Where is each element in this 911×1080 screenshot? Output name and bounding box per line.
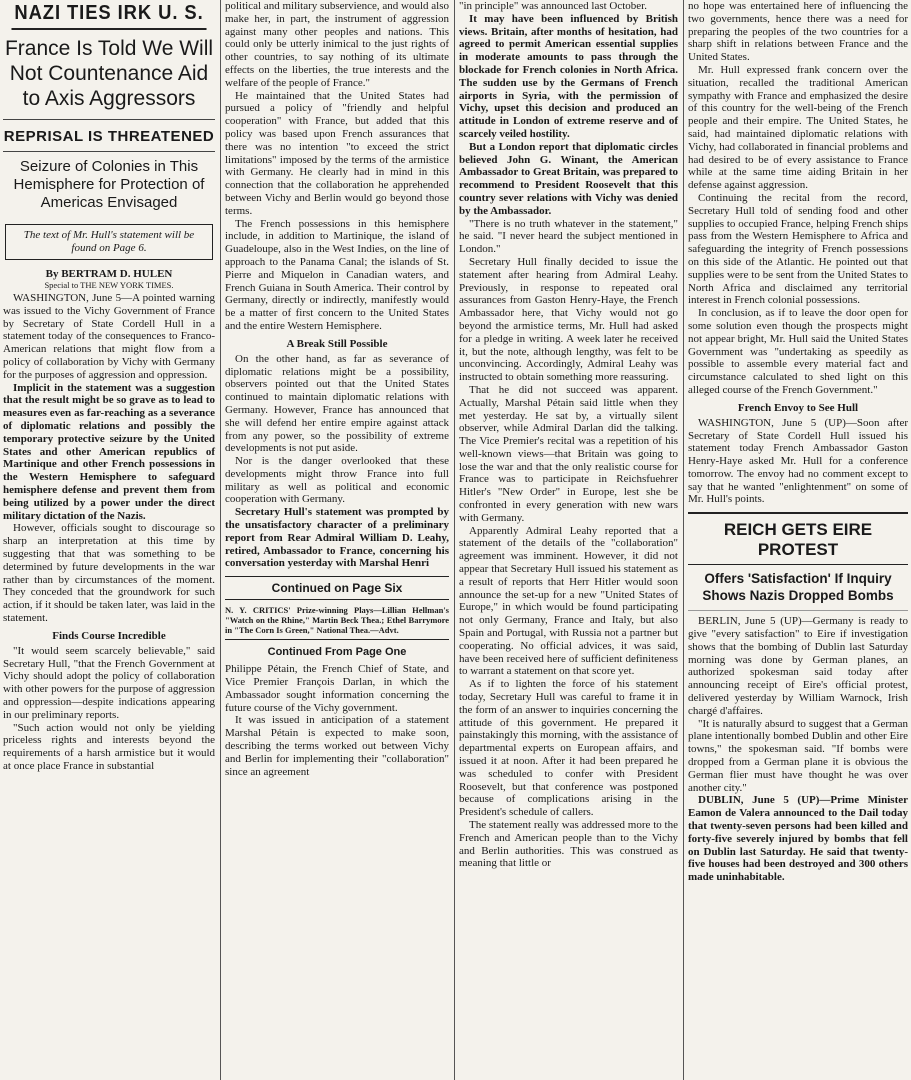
subhead: French Envoy to See Hull — [737, 401, 859, 414]
paragraph: "There is no truth whatever in the statement," he said. "I never heard the subject mentioned in London." — [459, 217, 678, 256]
subhead: A Break Still Possible — [286, 337, 388, 350]
secondary-headline: REICH GETS EIRE PROTEST — [688, 512, 908, 565]
paragraph: WASHINGTON, June 5 (UP)—Soon after Secretary of State Cordell Hull issued his statement today French Ambassador Gaston Henry-Haye asked Mr. Hull for a conference tomorrow. The envoy had no comment except to say that he wanted "enlightenment" on some of Mr. Hull's points. — [688, 416, 908, 506]
column-1 — [0, 0, 218, 1080]
paragraph: "It would seem scarcely believable," said Secretary Hull, "that the French Government at Vichy should adopt the policy of collaboration with other powers for the purpose of aggression and oppression—despite indications appearing in our preliminary reports. — [3, 644, 215, 721]
column-rule — [683, 0, 684, 1080]
paragraph: BERLIN, June 5 (UP)—Germany is ready to give "every satisfaction" to Eire if investigation shows that the bombing of Dublin last Saturday morning was done by German planes, an authorized spokesman said today after announcing receipt of Eire's official protest, delivered yesterday by William Warnock, Irish chargé d'affaires. — [688, 615, 908, 717]
paragraph: Implicit in the statement was a suggestion that the result might be so grave as to lead to measures even as far-reaching as a severance of diplomatic relations and possibly the temporary protective seizure by the United States and other American republics of Martinique and other French possessions in the Western Hemisphere to safeguard hemisphere defense and prevent them from being utilized by a power under the direct military dictation of the Nazis. — [3, 381, 215, 522]
main-headline: NAZI TIES IRK U. S. — [11, 0, 206, 30]
paragraph: It may have been influenced by British views. Britain, after months of hesitation, had agreed to permit American essential supplies in moderate amounts to pass through the blockade for French colonies in North Africa. The sudden use by the Germans of French airports in Syria, with the permission of Vichy, upset this decision and produced an attitude in London of extreme reserve and of scarcely veiled hostility. — [459, 12, 678, 140]
paragraph: On the other hand, as far as severance of diplomatic relations might be a possibility, observers pointed out that the United States continued to maintain diplomatic relations with Germany. However, France has announced that she will defend her entire empire against attack from any power, so the possibility of extreme developments is not put aside. — [225, 352, 449, 455]
paragraph: He maintained that the United States had pursued a policy of "friendly and helpful cooperation" with France, but added that this policy was based upon French assurances that there was no intention "to exceed the strict limitations" imposed by the terms of the armistice with Germany. He clearly had in mind in this connection that the collaboration he apprehended between Vichy and Berlin would go beyond those terms. — [225, 89, 449, 217]
subhead: Finds Course Incredible — [52, 629, 166, 642]
paragraph: political and military subservience, and would also make her, in part, the instrument of aggression against many other peoples and nations. This could only be utterly inimical to the just rights of other countries, to say nothing of its ultimate effects on the liberties, the true interests and the welfare of the people of France." — [225, 0, 449, 89]
paragraph: The French possessions in this hemisphere include, in addition to Martinique, the island of Guadeloupe, also in the West Indies, on the line of approach to the Panama Canal; the islands of St. Pierre and Miquelon in Canadian waters, and French Guiana in South America. Their control by Germany, directly or indirectly, manifestly would be a matter of first concern to the United States and the entire Western Hemisphere. — [225, 217, 449, 332]
deck-headline-3: Seizure of Colonies in This Hemisphere for Protection of Americas Envisaged — [3, 151, 215, 220]
paragraph: In conclusion, as if to leave the door open for some solution even though the prospects might not appear bright, Mr. Hull said the United States Government was "undertaking as speedily as possible to assemble every material fact and circumstance calculated to shed light on this alleged course of the French Government." — [688, 307, 908, 396]
special-credit: Special to THE NEW YORK TIMES. — [44, 280, 174, 290]
continued-on-label: Continued on Page Six — [225, 576, 449, 600]
paragraph: Secretary Hull finally decided to issue the statement after hearing from Admiral Leahy. Previously, in response to repeated oral assurances from Gaston Henry-Haye, the French Ambassador here, that Vichy would not go beyond the armistice terms, Mr. Hull had asked for a pledge in writing. A week later he received it, but the note, although lengthy, was felt to be unconvincing. Accordingly, Admiral Leahy was instructed to obtain something more reassuring. — [459, 255, 678, 384]
continued-from-label: Continued From Page One — [267, 646, 407, 659]
paragraph: That he did not succeed was apparent. Actually, Marshal Pétain said little when they met yesterday. He sat by, a virtually silent observer, while Admiral Darlan did the talking. The Vice Premier's recital was a repetition of his well-known views—that Britain was going to lose the war and that the only realistic course for France was to participate in Reichsfuehrer Hitler's "New Order" in Europe, lest she be confronted in every generation with new wars with Germany. — [459, 383, 678, 524]
column-rule — [220, 0, 221, 1080]
deck-headline-2: REPRISAL IS THREATENED — [3, 119, 215, 151]
paragraph: But a London report that diplomatic circles believed John G. Winant, the American Ambassador to Great Britain, was prepared to recommend to President Roosevelt that this country sever relations with Vichy was denied by the Ambassador. — [459, 140, 678, 217]
paragraph: WASHINGTON, June 5—A pointed warning was issued to the Vichy Government of France by Secretary of State Cordell Hull in a statement today of the consequences to Franco-American relations that might flow from a policy of collaboration by Vichy with Germany for the purposes of aggression and oppression. — [3, 292, 215, 381]
paragraph: Nor is the danger overlooked that these developments might throw France into full military as well as political and economic cooperation with Germany. — [225, 455, 449, 506]
deck-headline-1: France Is Told We Will Not Countenance Aid to Axis Aggressors — [4, 37, 214, 110]
paragraph: Apparently Admiral Leahy reported that a statement of the details of the "collaboration" agreement was imminent. However, it did not appear that Secretary Hull issued his statement as a result of reports that Herr Hitler would soon announce the set-up for a new "United States of Europe," in which would be found participating not only Germany, France and Italy, but also Spain and Portugal, with Russia not a partner but cooperating. No official advices, it was said, have been received here of sufficient definiteness to warrant a statement on that score yet. — [459, 524, 678, 678]
paragraph: Secretary Hull's statement was prompted by the unsatisfactory character of a preliminary report from Rear Admiral William D. Leahy, retired, Ambassador to France, concerning his conversation yesterday with Marshal Henri — [225, 506, 449, 570]
paragraph: It was issued in anticipation of a statement Marshal Pétain is expected to make soon, describing the terms worked out between Vichy and Berlin for implementing their "collaboration" since an agreement — [225, 714, 449, 778]
byline: By BERTRAM D. HULEN — [45, 268, 173, 280]
column-2 — [222, 0, 452, 1080]
paragraph: Continuing the recital from the record, Secretary Hull told of sending food and other supplies to occupied France, helping French ships pass from the Western Hemisphere to Africa and safeguarding the integrity of French possessions on this side of the Atlantic. He pointed out that supplies were to be sent from the United States to North Africa and disclaimed any territorial interest in French colonial possessions. — [688, 191, 908, 307]
paragraph: The statement really was addressed more to the French and American people than to the Vichy and Berlin authorities. This was construed as meaning that little or — [459, 819, 678, 870]
column-4 — [685, 0, 911, 1080]
paragraph: As if to lighten the force of his statement today, Secretary Hull was careful to frame it in the form of an answer to inquiries concerning the attitude of this government. He prepared it painstakingly this morning, with the assistance of departmental experts on European affairs, and issued it at noon. After it had been prepared he was scheduled to confer with President Roosevelt, but that conference was postponed because of complications arising in the President's schedule of callers. — [459, 678, 678, 819]
secondary-deck: Offers 'Satisfaction' If Inquiry Shows Nazis Dropped Bombs — [688, 565, 908, 611]
paragraph: However, officials sought to discourage so sharp an interpretation at this time by suggesting that that was something to be determined by future developments in the war rather than by circumstances of the moment. They conceded that the groundwork for such action, if it should be taken later, was laid in the statement. — [3, 522, 215, 624]
paragraph: "Such action would not only be yielding priceless rights and interests beyond the requirements of a harsh armistice but it would at once place France in substantial — [3, 721, 215, 772]
paragraph: "It is naturally absurd to suggest that a German plane intentionally bombed Dublin and other Eire towns," the spokesman said. "If bombs were dropped from a German plane it is obvious the German flier must have thought he was over another city." — [688, 717, 908, 794]
paragraph: Mr. Hull expressed frank concern over the situation, recalled the traditional American sympathy with France and emphasized the desire of this country for the well-being of the French people and their empire. The United States, he said, had maintained diplomatic relations with Vichy, had collaborated in financial problems and had desired to be of every assistance to France while at the same time aiding Britain in her defense against aggression. — [688, 63, 908, 192]
paragraph: no hope was entertained here of influencing the two governments, hence there was a need for preparing the peoples of the two countries for a sharp shift in relations between France and the United States. — [688, 0, 908, 64]
theatre-advertisement: N. Y. CRITICS' Prize-winning Plays—Lillian Hellman's "Watch on the Rhine," Martin Beck Thea.; Ethel Barrymore in "The Corn Is Green," National Thea.—Advt. — [225, 602, 449, 640]
paragraph: DUBLIN, June 5 (UP)—Prime Minister Eamon de Valera announced to the Dail today that twenty-seven persons had been killed and forty-five severely injured by bombs that fell on Dublin last Saturday. He said that twenty-five houses had been destroyed and 300 others made uninhabitable. — [688, 794, 908, 884]
column-rule — [454, 0, 455, 1080]
column-3 — [456, 0, 681, 1080]
paragraph: Philippe Pétain, the French Chief of State, and Vice Premier François Darlan, in which the Ambassador sought information concerning the future course of the Vichy government. — [225, 663, 449, 714]
paragraph: "in principle" was announced last October. — [459, 0, 647, 12]
text-reference-note: The text of Mr. Hull's statement will be found on Page 6. — [5, 224, 213, 260]
